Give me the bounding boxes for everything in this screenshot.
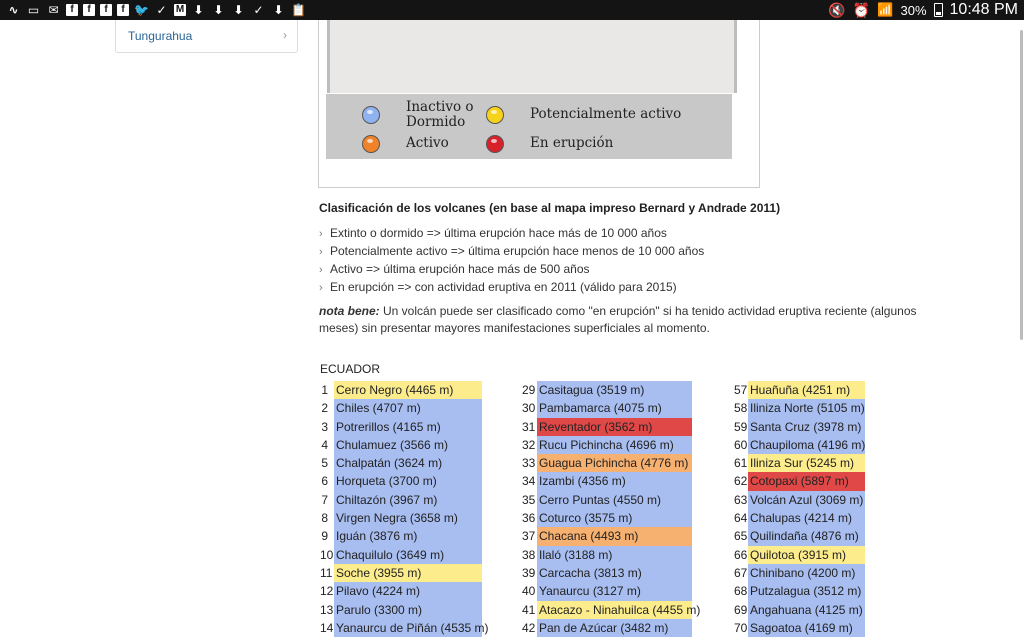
volcano-number: 60 [734,437,748,452]
volcano-number: 65 [734,529,748,544]
volcano-number: 5 [321,456,328,471]
clock: 10:48 PM [949,1,1018,18]
legend-dot-potencial [486,106,504,124]
volcano-name: Chalpatán (3624 m) [334,454,482,472]
volcano-number: 2 [321,401,328,416]
volcano-name: Chinibano (4200 m) [748,564,865,582]
volcano-number: 9 [321,529,328,544]
volcano-name: Virgen Negra (3658 m) [334,509,482,527]
map-image [327,20,737,93]
volcano-number: 38 [522,547,536,562]
volcano-name: Yanaurcu de Piñán (4535 m) [334,619,482,637]
volcano-number: 29 [522,383,536,397]
volcano-number: 68 [734,584,748,599]
volcano-number: 30 [522,401,536,416]
volcano-name: Sagoatoa (4169 m) [748,619,865,637]
chevron-right-icon: › [319,246,323,258]
notification-icons [6,2,306,18]
facebook-icon: f [83,4,95,16]
gmail-icon: M [175,4,185,15]
list-item: › Potencialmente activo => última erupción hace menos de 10 000 años [319,244,705,258]
volcano-number: 12 [320,584,334,599]
alarm-icon: ⏰ [852,1,871,18]
volcano-number: 1 [321,383,328,397]
classification-list [319,226,704,298]
volcano-number: 33 [522,456,536,471]
volcano-name: Cotopaxi (5897 m) [748,472,865,490]
scrollbar[interactable] [1020,30,1023,340]
clipboard-icon: 📋 [291,2,306,17]
check-icon: ✓ [156,2,167,17]
chevron-right-icon: › [319,228,323,240]
volcano-number: 57 [734,383,748,397]
volcano-number: 10 [320,547,334,562]
chevron-right-icon: › [319,282,323,294]
legend-label-erupcion: En erupción [530,135,614,151]
volcano-name: Iguán (3876 m) [334,527,482,545]
volcano-name: Chaupiloma (4196 m) [748,436,865,454]
legend-label-dormido: Inactivo o Dormido [406,99,474,130]
volcano-name: Horqueta (3700 m) [334,472,482,490]
volcano-name: Soche (3955 m) [334,564,482,582]
volcano-number: 69 [734,602,748,617]
volcano-name: Pilavo (4224 m) [334,582,482,600]
volcano-name: Chacana (4493 m) [537,527,692,545]
volcano-name: Potrerillos (4165 m) [334,418,482,436]
classification-heading: Clasificación de los volcanes (en base al mapa impreso Bernard y Andrade 2011) [319,201,781,215]
volcano-name: Chaquilulo (3649 m) [334,546,482,564]
volcano-name: Huañuña (4251 m) [748,381,865,399]
swype-icon: ∿ [8,2,19,17]
volcano-number: 4 [321,437,328,452]
volcano-number: 63 [734,492,748,507]
volcano-number: 42 [522,620,536,635]
facebook-icon: f [66,4,78,16]
download-icon: ⬇ [213,2,224,17]
volcano-name: Cerro Negro (4465 m) [334,381,482,399]
volcano-number: 7 [321,492,328,507]
volcano-name: Casitagua (3519 m) [537,381,692,399]
volcano-name: Rucu Pichincha (4696 m) [537,436,692,454]
volcano-name: Reventador (3562 m) [537,418,692,436]
volcano-name: Quilotoa (3915 m) [748,546,865,564]
chevron-right-icon: › [283,28,287,42]
twitter-icon: 🐦 [134,2,149,17]
volcano-number: 11 [320,565,333,580]
facebook-icon: f [117,4,129,16]
legend-label-potencial: Potencialmente activo [530,106,682,122]
mail-icon: ✉ [48,2,59,17]
volcano-name: Iliniza Norte (5105 m) [748,399,865,417]
download-icon: ⬇ [193,2,204,17]
volcano-name: Angahuana (4125 m) [748,601,865,619]
volcano-name: Chiltazón (3967 m) [334,491,482,509]
volcano-number: 41 [522,602,536,617]
volcano-name: Parulo (3300 m) [334,601,482,619]
volcano-number: 64 [734,511,748,526]
volcano-number: 67 [734,565,748,580]
status-right [828,0,1018,20]
battery-percent: 30% [900,2,927,18]
volcano-number: 32 [522,437,536,452]
legend-dot-erupcion [486,135,504,153]
list-item: › En erupción => con actividad eruptiva en 2011 (válido para 2015) [319,280,677,294]
volcano-name: Chiles (4707 m) [334,399,482,417]
volcano-name: Volcán Azul (3069 m) [748,491,865,509]
sidebar-item-tungurahua[interactable] [115,20,298,53]
check-icon: ✓ [253,2,264,17]
legend-dot-dormido [362,106,380,124]
map-panel [318,20,760,188]
cast-icon: ▭ [27,2,40,17]
mute-icon: 🔇 [828,1,846,18]
volcano-name: Santa Cruz (3978 m) [748,418,865,436]
download-icon: ⬇ [273,2,284,17]
note-text: Un volcán puede ser clasificado como "en erupción" si ha tenido actividad eruptiva reciente (algunos meses) sin presentar mayores manifestaciones superficiales al momento. [319,304,917,335]
volcano-name: Ilaló (3188 m) [537,546,692,564]
volcano-name: Quilindaña (4876 m) [748,527,865,545]
chevron-right-icon: › [319,264,323,276]
volcano-number: 13 [320,602,334,617]
wifi-icon: 📶 [877,2,894,17]
volcano-number: 40 [522,584,536,599]
volcano-name: Guagua Pichincha (4776 m) [537,454,692,472]
volcano-number: 36 [522,511,536,526]
download-icon: ⬇ [233,2,244,17]
volcano-number: 3 [321,419,328,434]
note-paragraph [319,303,919,337]
volcano-name: Iliniza Sur (5245 m) [748,454,865,472]
volcano-number: 14 [320,620,334,635]
status-bar [0,0,1024,20]
volcano-name: Pan de Azúcar (3482 m) [537,619,692,637]
volcano-number: 8 [321,511,328,526]
volcano-name: Pambamarca (4075 m) [537,399,692,417]
legend-label-activo: Activo [406,135,449,151]
note-label: nota bene: [319,304,380,318]
volcano-name: Atacazo - Ninahuilca (4455 m) [537,601,692,619]
sidebar-item-label: Tungurahua [128,29,193,43]
volcano-number: 34 [522,474,536,489]
list-item: › Extinto o dormido => última erupción hace más de 10 000 años [319,226,667,240]
volcano-name: Izambi (4356 m) [537,472,692,490]
volcano-number: 6 [321,474,328,489]
volcano-number: 59 [734,419,748,434]
volcano-name: Yanaurcu (3127 m) [537,582,692,600]
volcano-number: 58 [734,401,748,416]
volcano-number: 62 [734,474,748,489]
volcano-name: Carcacha (3813 m) [537,564,692,582]
volcano-name: Chulamuez (3566 m) [334,436,482,454]
volcano-name: Chalupas (4214 m) [748,509,865,527]
volcano-number: 35 [522,492,536,507]
legend-dot-activo [362,135,380,153]
table-title: ECUADOR [320,362,381,376]
map-legend [326,94,732,159]
list-item: › Activo => última erupción hace más de 500 años [319,262,590,276]
volcano-number: 66 [734,547,748,562]
volcano-name: Coturco (3575 m) [537,509,692,527]
volcano-number: 70 [734,620,748,635]
volcano-name: Putzalagua (3512 m) [748,582,865,600]
facebook-icon: f [100,4,112,16]
volcano-number: 39 [522,565,536,580]
volcano-number: 61 [734,456,748,471]
volcano-number: 31 [522,419,536,434]
battery-icon [934,3,943,17]
volcano-name: Cerro Puntas (4550 m) [537,491,692,509]
volcano-number: 37 [522,529,536,544]
